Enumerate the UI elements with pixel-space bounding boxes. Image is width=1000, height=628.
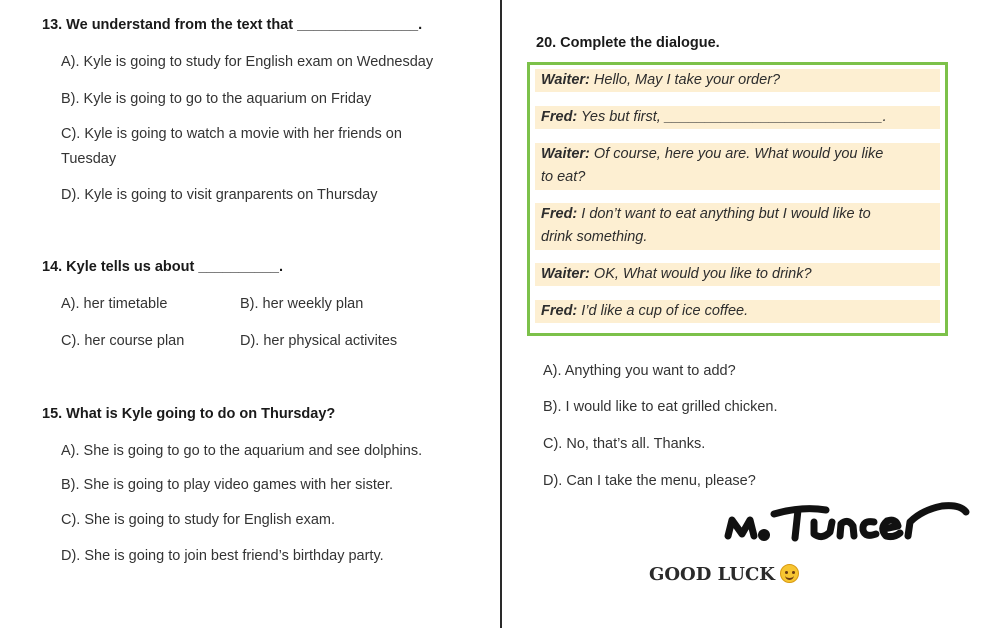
dialogue-line-3: [535, 143, 940, 190]
q20-option-b[interactable]: B). I would like to eat grilled chicken.: [543, 399, 778, 415]
dialogue-text: I don’t want to eat anything but I would like to: [577, 206, 871, 222]
dialogue-text: OK, What would you like to drink?: [589, 266, 812, 282]
q13-option-c[interactable]: C). Kyle is going to watch a movie with her friends on: [61, 126, 402, 142]
speaker-label: Waiter:: [541, 146, 590, 162]
q13-option-b[interactable]: B). Kyle is going to go to the aquarium on Friday: [61, 91, 372, 107]
smiley-face-icon: [780, 564, 799, 583]
column-divider: [500, 0, 502, 628]
q14-option-a[interactable]: A). her timetable: [61, 296, 168, 312]
q13-option-c-continued[interactable]: Tuesday: [61, 151, 117, 167]
q20-option-a[interactable]: A). Anything you want to add?: [543, 363, 736, 379]
q13-option-a[interactable]: A). Kyle is going to study for English exam on Wednesday: [61, 54, 434, 70]
question-15-title: 15. What is Kyle going to do on Thursday?: [42, 406, 336, 422]
q15-option-a[interactable]: A). She is going to go to the aquarium and see dolphins.: [61, 443, 423, 459]
dialogue-line-1: [535, 69, 940, 92]
dialogue-text: Of course, here you are. What would you like: [589, 146, 884, 162]
good-luck-label: GOOD LUCK: [649, 564, 775, 585]
q14-option-d[interactable]: D). her physical activites: [240, 333, 398, 349]
q20-option-d[interactable]: D). Can I take the menu, please?: [543, 473, 756, 489]
q15-option-b[interactable]: B). She is going to play video games with her sister.: [61, 477, 394, 493]
q20-option-c[interactable]: C). No, that’s all. Thanks.: [543, 436, 706, 452]
handwritten-signature: [722, 496, 972, 556]
speaker-label: Fred:: [541, 109, 578, 125]
question-13-title: 13. We understand from the text that _______________.: [42, 17, 423, 33]
q13-option-d[interactable]: D). Kyle is going to visit granparents on Thursday: [61, 187, 378, 203]
speaker-label: Fred:: [541, 303, 578, 319]
speaker-label: Waiter:: [541, 266, 590, 282]
dialogue-box: [527, 62, 948, 336]
good-luck-text: [649, 564, 799, 585]
speaker-label: Waiter:: [541, 72, 590, 88]
q15-option-c[interactable]: C). She is going to study for English exam.: [61, 512, 336, 528]
dialogue-line-4: [535, 203, 940, 250]
q14-option-b[interactable]: B). her weekly plan: [240, 296, 364, 312]
dialogue-text: I’d like a cup of ice coffee.: [577, 303, 749, 319]
dialogue-text: Yes but first, ___________________________.: [577, 109, 887, 125]
dialogue-text-continued: drink something.: [541, 229, 648, 245]
dialogue-line-6: [535, 300, 940, 323]
dialogue-text: Hello, May I take your order?: [589, 72, 781, 88]
question-14-title: 14. Kyle tells us about __________.: [42, 259, 283, 275]
dialogue-line-2: [535, 106, 940, 129]
speaker-label: Fred:: [541, 206, 578, 222]
q14-option-c[interactable]: C). her course plan: [61, 333, 185, 349]
dialogue-line-5: [535, 263, 940, 286]
q15-option-d[interactable]: D). She is going to join best friend’s birthday party.: [61, 548, 384, 564]
dialogue-text-continued: to eat?: [541, 169, 586, 185]
question-20-title: 20. Complete the dialogue.: [536, 35, 720, 51]
